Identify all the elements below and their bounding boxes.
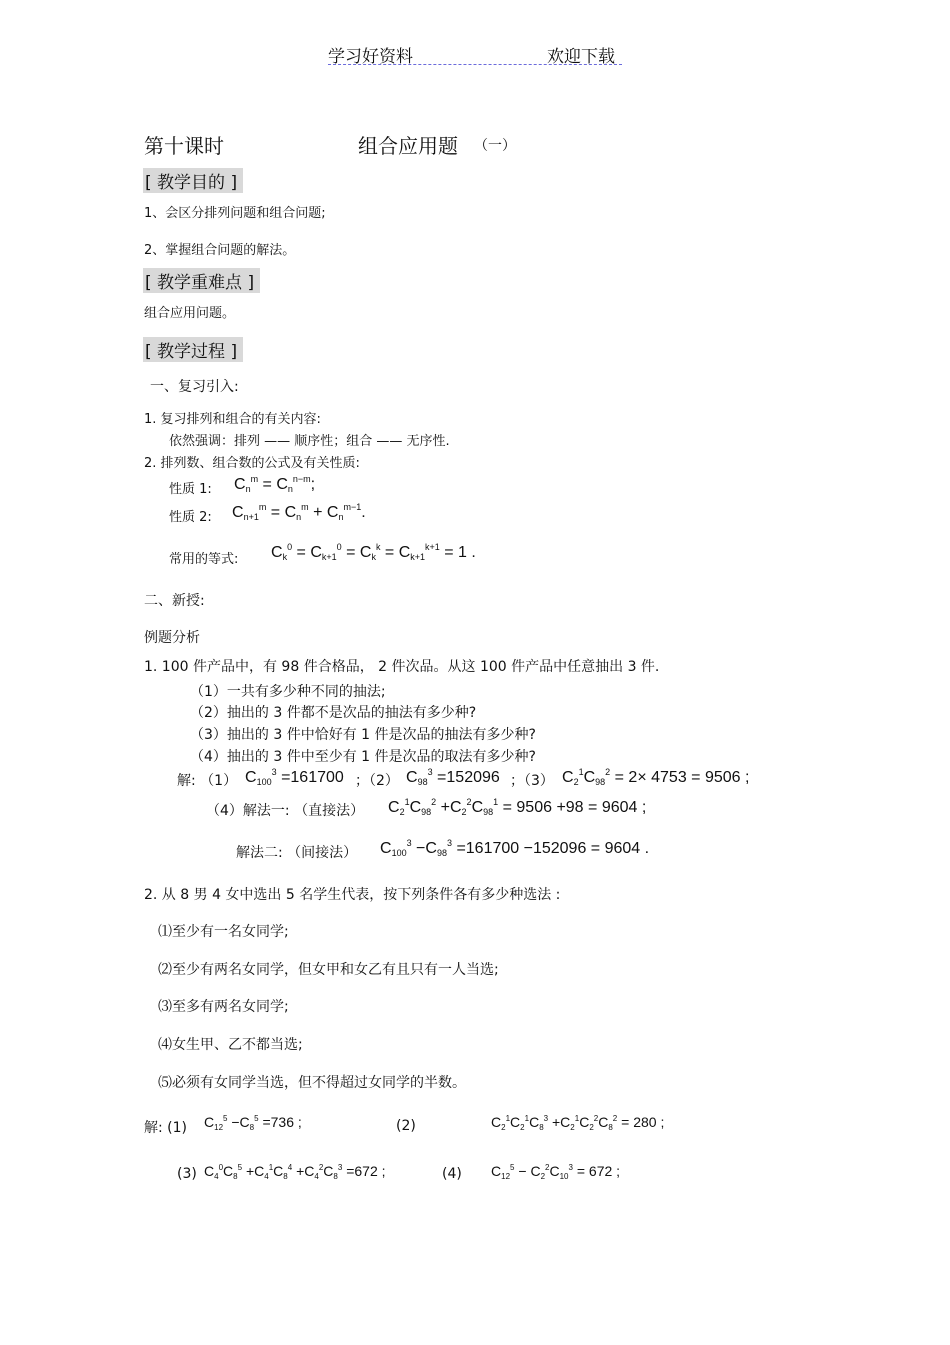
property-1-formula: $C_n^m = C_n^{n-m}$; bbox=[234, 474, 316, 494]
common-formula: $C_k^0 = C_{k+1}^0 = C_k^k = C_{k+1}^{k+1} = 1$ . bbox=[271, 542, 476, 562]
ex1-q2: （2）抽出的 3 件都不是次品的抽法有多少种? bbox=[190, 705, 477, 721]
ex2-answer-2: $C_2^1C_2^1C_8^3 +C_2^1C_2^2C_8^2 = 280$ ; bbox=[491, 1114, 665, 1132]
ex1-q3: （3）抽出的 3 件中恰好有 1 件是次品的抽法有多少种? bbox=[190, 727, 536, 743]
review-item-1-detail: 依然强调：排列 —— 顺序性；组合 —— 无序性. bbox=[169, 434, 450, 449]
ex1-answer-2-label: ；（2） bbox=[355, 773, 399, 789]
ex2-condition-5: ⑸必须有女同学当选，但不得超过女同学的半数。 bbox=[158, 1075, 466, 1091]
ex1-solution-label: 解: （1） bbox=[177, 773, 238, 789]
ex1-method-2: $C_{100}^3 -C_{98}^3 =161700 -152096 = 9604$ . bbox=[380, 838, 650, 858]
section-focus: [ 教学重难点 ] bbox=[143, 268, 260, 293]
examples-heading: 例题分析 bbox=[144, 630, 200, 646]
ex2-answer-4-label: (4) bbox=[442, 1166, 462, 1182]
ex1-q1: （1）一共有多少种不同的抽法; bbox=[190, 684, 386, 700]
review-item-1: 1. 复习排列和组合的有关内容: bbox=[144, 412, 321, 427]
ex2-condition-1: ⑴至少有一名女同学; bbox=[158, 924, 289, 940]
ex1-answer-3: $C_2^1C_{98}^2 = 2\times 4753 = 9506$ ; bbox=[562, 767, 750, 787]
ex1-method-2-label: 解法二: （间接法） bbox=[236, 845, 358, 861]
ex2-answer-3: $C_4^0C_8^5 +C_4^1C_8^4 +C_4^2C_8^3 =672$ ; bbox=[204, 1163, 386, 1181]
ex1-q4: （4）抽出的 3 件中至少有 1 件是次品的取法有多少种? bbox=[190, 749, 536, 765]
section-process: [ 教学过程 ] bbox=[143, 337, 243, 362]
ex1-method-1-label: （4）解法一: （直接法） bbox=[206, 803, 365, 819]
header-divider bbox=[328, 64, 622, 65]
ex2-condition-4: ⑷女生甲、乙不都当选; bbox=[158, 1037, 303, 1053]
ex2-answer-2-label: (2) bbox=[396, 1118, 416, 1134]
new-heading: 二、新授: bbox=[144, 593, 205, 609]
goal-2: 2、掌握组合问题的解法。 bbox=[144, 243, 296, 258]
title-part: （一） bbox=[474, 138, 516, 154]
focus-text: 组合应用问题。 bbox=[144, 306, 236, 321]
ex2-condition-2: ⑵至少有两名女同学，但女甲和女乙有且只有一人当选; bbox=[158, 962, 499, 978]
goal-1: 1、会区分排列问题和组合问题; bbox=[144, 206, 326, 221]
page-title: 组合应用题 bbox=[358, 134, 458, 158]
ex1-answer-3-label: ；（3） bbox=[510, 773, 554, 789]
header-right: 欢迎下载 bbox=[547, 47, 615, 67]
common-label: 常用的等式: bbox=[169, 552, 239, 567]
ex1-method-1: $C_2^1C_{98}^2 +C_2^2C_{98}^1 = 9506 +98 = 9604$ ; bbox=[388, 797, 647, 817]
header-left: 学习好资料 bbox=[328, 47, 413, 67]
ex2-stem: 2. 从 8 男 4 女中选出 5 名学生代表，按下列条件各有多少种选法 : bbox=[144, 887, 561, 903]
ex1-answer-2: $C_{98}^3 =152096$ bbox=[406, 767, 500, 787]
ex1-stem: 1. 100 件产品中，有 98 件合格品， 2 件次品。从这 100 件产品中任意抽出 3 件. bbox=[144, 659, 660, 675]
ex2-solution-label: 解: (1) bbox=[144, 1120, 187, 1136]
property-1-label: 性质 1: bbox=[169, 482, 212, 497]
section-goals: [ 教学目的 ] bbox=[143, 168, 243, 193]
ex2-answer-1: $C_{12}^5 -C_8^5 =736$ ; bbox=[204, 1114, 302, 1132]
review-item-2: 2. 排列数、组合数的公式及有关性质: bbox=[144, 456, 360, 471]
lesson-number: 第十课时 bbox=[144, 134, 224, 158]
ex2-answer-3-label: (3) bbox=[177, 1166, 197, 1182]
property-2-label: 性质 2: bbox=[169, 510, 212, 525]
ex2-condition-3: ⑶至多有两名女同学; bbox=[158, 999, 289, 1015]
property-2-formula: $C_{n+1}^m = C_n^m + C_n^{m-1}$. bbox=[232, 502, 366, 522]
ex1-answer-1: $C_{100}^3 =161700$ bbox=[245, 767, 344, 787]
review-heading: 一、复习引入: bbox=[150, 379, 239, 395]
ex2-answer-4: $C_{12}^5 - C_2^2C_{10}^3 = 672$ ; bbox=[491, 1163, 621, 1181]
